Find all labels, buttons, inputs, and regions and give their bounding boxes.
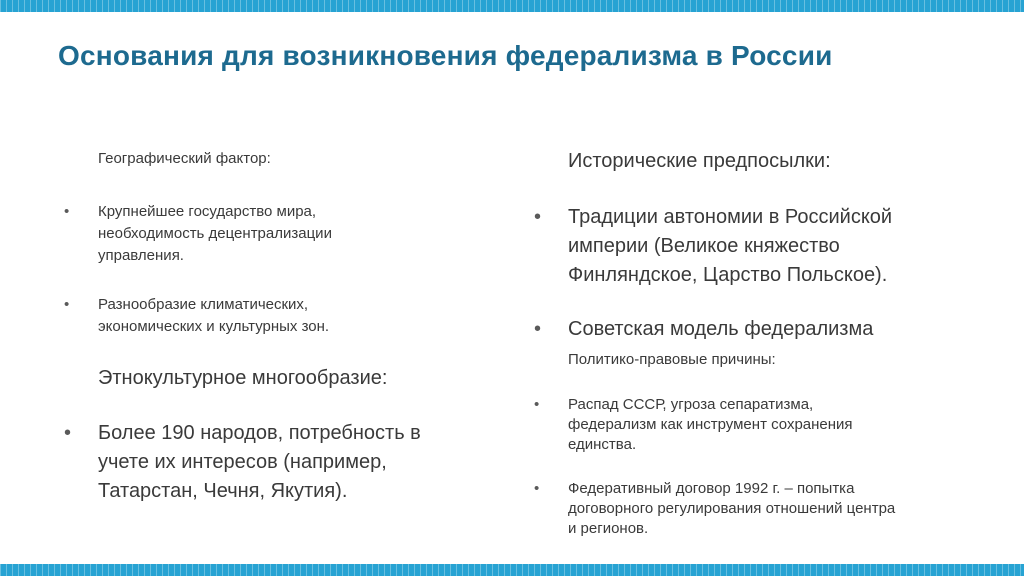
- list-item-line: управления.: [98, 247, 184, 264]
- list-item-line: Федеративный договор 1992 г. – попытка: [568, 480, 855, 497]
- list-item-line: федерализм как инструмент сохранения: [568, 416, 853, 433]
- bullet-icon: •: [64, 203, 70, 220]
- list-item-line: учете их интересов (например,: [98, 451, 387, 473]
- bullet-icon: •: [64, 422, 72, 444]
- slide-title: Основания для возникновения федерализма в России: [58, 40, 833, 71]
- bullet-icon: •: [64, 296, 70, 313]
- list-item-line: Крупнейшее государство мира,: [98, 203, 317, 220]
- list-item-line: единства.: [568, 436, 637, 453]
- political-heading: Политико-правовые причины:: [568, 351, 776, 368]
- list-item-line: и регионов.: [568, 520, 649, 537]
- geo-factor-heading: Географический фактор:: [98, 150, 271, 167]
- bullet-icon: •: [534, 396, 540, 413]
- list-item-line: необходимость децентрализации: [98, 225, 332, 242]
- list-item-line: империи (Великое княжество: [568, 235, 840, 257]
- list-item-line: Финляндское, Царство Польское).: [568, 264, 888, 286]
- bottom-decorative-stripe: [0, 564, 1024, 576]
- top-decorative-stripe: [0, 0, 1024, 12]
- list-item-line: Татарстан, Чечня, Якутия).: [98, 480, 348, 502]
- bullet-icon: •: [534, 318, 542, 340]
- list-item-line: экономических и культурных зон.: [98, 318, 330, 335]
- bullet-icon: •: [534, 480, 540, 497]
- list-item-line: Распад СССР, угроза сепаратизма,: [568, 396, 814, 413]
- list-item-line: Разнообразие климатических,: [98, 296, 309, 313]
- historical-heading: Исторические предпосылки:: [568, 150, 831, 172]
- list-item-line: договорного регулирования отношений центра: [568, 500, 896, 517]
- list-item-hist-2: Советская модель федерализма: [568, 318, 874, 340]
- list-item-line: Традиции автономии в Российской: [568, 206, 893, 228]
- ethno-heading: Этнокультурное многообразие:: [98, 367, 388, 389]
- bullet-icon: •: [534, 206, 542, 228]
- list-item-line: Более 190 народов, потребность в: [98, 422, 421, 444]
